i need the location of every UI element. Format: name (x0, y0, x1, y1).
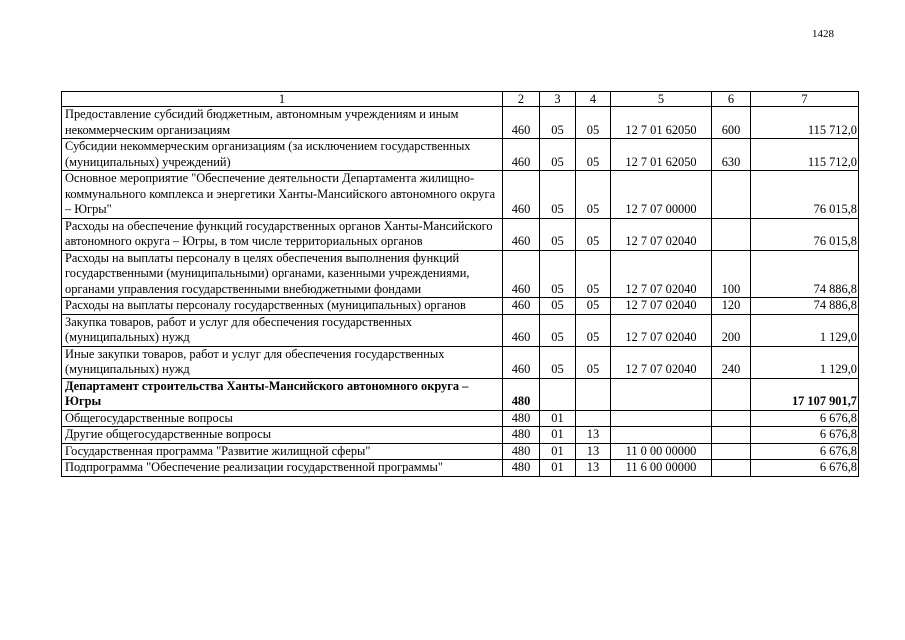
table-row (62, 250, 859, 298)
subsection-cell: 13 (576, 443, 611, 460)
section-cell: 05 (540, 139, 576, 171)
amount-cell: 115 712,0 (751, 139, 859, 171)
table-row (62, 346, 859, 378)
expense-type-cell (712, 410, 751, 427)
column-header: 5 (611, 92, 712, 107)
table-row (62, 107, 859, 139)
column-header: 7 (751, 92, 859, 107)
section-cell: 05 (540, 346, 576, 378)
section-cell: 05 (540, 171, 576, 219)
target-article-cell: 12 7 07 02040 (611, 250, 712, 298)
amount-cell: 74 886,8 (751, 250, 859, 298)
admin-code-cell: 460 (503, 107, 540, 139)
amount-cell: 74 886,8 (751, 298, 859, 315)
amount-cell: 115 712,0 (751, 107, 859, 139)
target-article-cell: 12 7 07 02040 (611, 346, 712, 378)
section-cell: 05 (540, 250, 576, 298)
page-number: 1428 (812, 28, 834, 40)
target-article-cell (611, 410, 712, 427)
subsection-cell: 05 (576, 250, 611, 298)
target-article-cell: 11 6 00 00000 (611, 460, 712, 477)
item-name-cell: Иные закупки товаров, работ и услуг для обеспечения государственных (муниципальных) нужд (62, 346, 503, 378)
table-row (62, 218, 859, 250)
column-header: 4 (576, 92, 611, 107)
subsection-cell (576, 378, 611, 410)
expense-type-cell (712, 218, 751, 250)
amount-cell: 6 676,8 (751, 427, 859, 444)
item-name-cell: Подпрограмма "Обеспечение реализации государственной программы" (62, 460, 503, 477)
amount-cell: 6 676,8 (751, 410, 859, 427)
item-name-cell: Расходы на выплаты персоналу государственных (муниципальных) органов (62, 298, 503, 315)
subsection-cell: 13 (576, 427, 611, 444)
table-row (62, 314, 859, 346)
admin-code-cell: 460 (503, 171, 540, 219)
table-row (62, 378, 859, 410)
item-name-cell: Субсидии некоммерческим организациям (за исключением государственных (муниципальных) учреждений) (62, 139, 503, 171)
admin-code-cell: 480 (503, 378, 540, 410)
subsection-cell: 05 (576, 218, 611, 250)
table-row (62, 460, 859, 477)
section-cell: 05 (540, 218, 576, 250)
subsection-cell: 05 (576, 139, 611, 171)
column-header: 2 (503, 92, 540, 107)
column-header: 6 (712, 92, 751, 107)
column-header: 3 (540, 92, 576, 107)
admin-code-cell: 460 (503, 346, 540, 378)
item-name-cell: Другие общегосударственные вопросы (62, 427, 503, 444)
expense-type-cell: 600 (712, 107, 751, 139)
section-cell: 01 (540, 443, 576, 460)
item-name-cell: Департамент строительства Ханты-Мансийского автономного округа – Югры (62, 378, 503, 410)
section-cell: 05 (540, 314, 576, 346)
target-article-cell: 12 7 07 02040 (611, 298, 712, 315)
budget-table (61, 91, 859, 477)
target-article-cell (611, 378, 712, 410)
target-article-cell: 12 7 01 62050 (611, 139, 712, 171)
item-name-cell: Государственная программа "Развитие жилищной сферы" (62, 443, 503, 460)
admin-code-cell: 460 (503, 218, 540, 250)
table-row (62, 298, 859, 315)
item-name-cell: Закупка товаров, работ и услуг для обеспечения государственных (муниципальных) нужд (62, 314, 503, 346)
section-cell: 01 (540, 410, 576, 427)
expense-type-cell (712, 443, 751, 460)
amount-cell: 76 015,8 (751, 218, 859, 250)
admin-code-cell: 460 (503, 314, 540, 346)
section-cell (540, 378, 576, 410)
table-row (62, 171, 859, 219)
admin-code-cell: 480 (503, 460, 540, 477)
expense-type-cell: 240 (712, 346, 751, 378)
amount-cell: 1 129,0 (751, 346, 859, 378)
section-cell: 05 (540, 107, 576, 139)
item-name-cell: Общегосударственные вопросы (62, 410, 503, 427)
table-row (62, 427, 859, 444)
admin-code-cell: 480 (503, 427, 540, 444)
expense-type-cell: 630 (712, 139, 751, 171)
section-cell: 01 (540, 460, 576, 477)
table-row (62, 443, 859, 460)
target-article-cell (611, 427, 712, 444)
amount-cell: 76 015,8 (751, 171, 859, 219)
target-article-cell: 12 7 07 00000 (611, 171, 712, 219)
expense-type-cell: 200 (712, 314, 751, 346)
expense-type-cell (712, 171, 751, 219)
subsection-cell: 05 (576, 171, 611, 219)
admin-code-cell: 460 (503, 298, 540, 315)
column-header: 1 (62, 92, 503, 107)
section-cell: 05 (540, 298, 576, 315)
expense-type-cell (712, 378, 751, 410)
expense-type-cell: 100 (712, 250, 751, 298)
item-name-cell: Предоставление субсидий бюджетным, автономным учреждениям и иным некоммерческим организациям (62, 107, 503, 139)
expense-type-cell: 120 (712, 298, 751, 315)
admin-code-cell: 480 (503, 410, 540, 427)
table-row (62, 410, 859, 427)
admin-code-cell: 460 (503, 139, 540, 171)
expense-type-cell (712, 427, 751, 444)
item-name-cell: Основное мероприятие "Обеспечение деятельности Департамента жилищно-коммунального комплекса и энергетики Ханты-Мансийского автономного округа – Югры" (62, 171, 503, 219)
target-article-cell: 12 7 07 02040 (611, 218, 712, 250)
amount-cell: 6 676,8 (751, 460, 859, 477)
subsection-cell: 05 (576, 107, 611, 139)
subsection-cell: 05 (576, 346, 611, 378)
amount-cell: 17 107 901,7 (751, 378, 859, 410)
amount-cell: 6 676,8 (751, 443, 859, 460)
expense-type-cell (712, 460, 751, 477)
item-name-cell: Расходы на выплаты персоналу в целях обеспечения выполнения функций государственными (муниципальными) органами, казенными учреждениями, органами управления государственными внебюджетными фондами (62, 250, 503, 298)
admin-code-cell: 480 (503, 443, 540, 460)
section-cell: 01 (540, 427, 576, 444)
target-article-cell: 12 7 01 62050 (611, 107, 712, 139)
subsection-cell (576, 410, 611, 427)
amount-cell: 1 129,0 (751, 314, 859, 346)
subsection-cell: 05 (576, 314, 611, 346)
admin-code-cell: 460 (503, 250, 540, 298)
item-name-cell: Расходы на обеспечение функций государственных органов Ханты-Мансийского автономного округа – Югры, в том числе территориальных органов (62, 218, 503, 250)
target-article-cell: 11 0 00 00000 (611, 443, 712, 460)
subsection-cell: 13 (576, 460, 611, 477)
header-row (62, 92, 859, 107)
target-article-cell: 12 7 07 02040 (611, 314, 712, 346)
table-row (62, 139, 859, 171)
subsection-cell: 05 (576, 298, 611, 315)
